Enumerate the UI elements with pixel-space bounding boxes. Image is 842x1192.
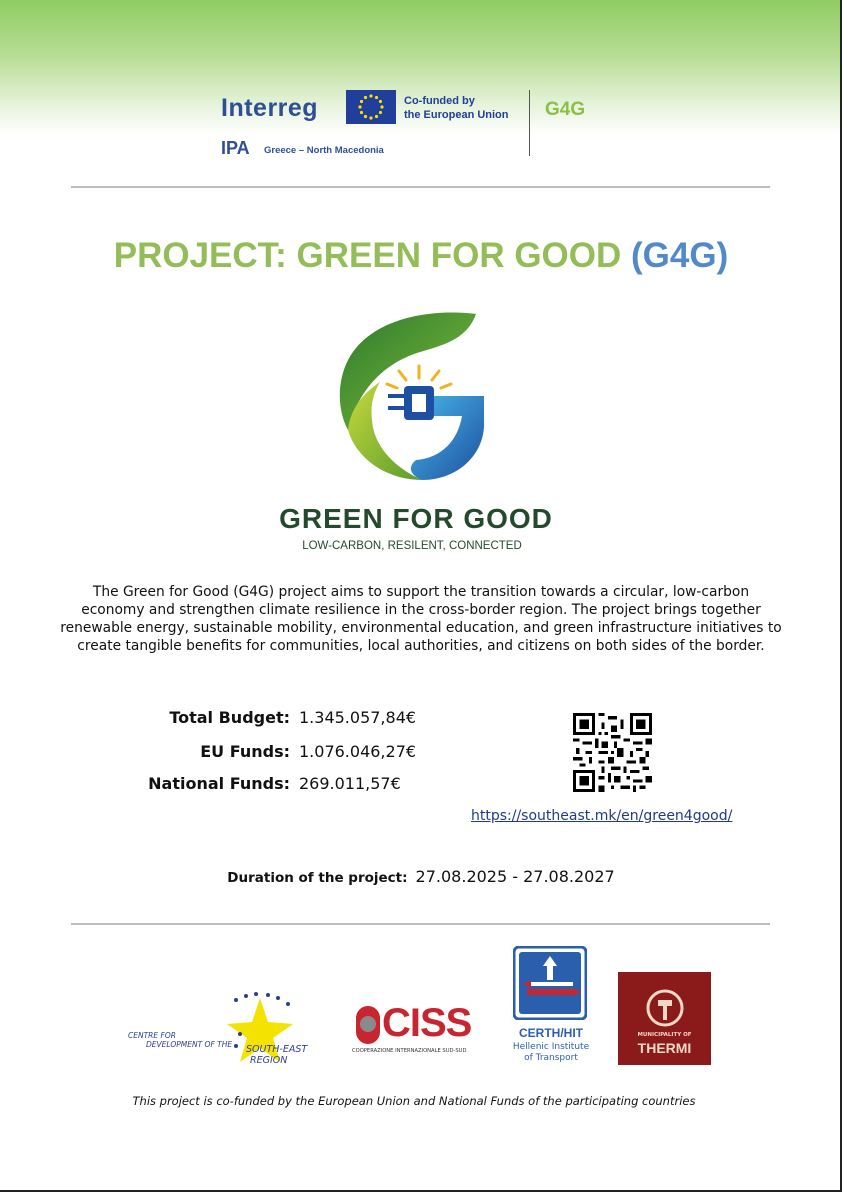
- southeast-line-2: DEVELOPMENT OF THE: [146, 1040, 233, 1049]
- project-tag: G4G: [545, 99, 586, 120]
- green-for-good-leaf-plug-icon: [326, 308, 496, 488]
- fund-row-national: [100, 774, 460, 798]
- brand-tagline: LOW-CARBON, RESILENT, CONNECTED: [302, 540, 522, 552]
- fund-label: EU Funds:: [200, 742, 290, 761]
- top-divider: [71, 186, 770, 188]
- fund-row-total: [100, 708, 460, 732]
- southeast-line-4: REGION: [250, 1055, 288, 1066]
- ciss-subtitle: COOPERAZIONE INTERNAZIONALE SUD-SUD: [352, 1048, 467, 1054]
- thermi-line-2: THERMI: [637, 1040, 692, 1056]
- bottom-divider: [71, 923, 770, 925]
- partner-southeast-region: [128, 990, 328, 1070]
- title-accent: (G4G): [631, 236, 729, 275]
- interreg-logo-text: Interreg: [221, 94, 319, 122]
- eu-flag-icon: [346, 90, 396, 124]
- fund-row-eu: [100, 742, 460, 766]
- cofunded-line-1: Co-funded by: [404, 95, 475, 107]
- certh-name: CERTH/HIT: [519, 1026, 583, 1040]
- program-header: [0, 0, 842, 170]
- ipa-logo-text: IPA: [221, 138, 250, 158]
- certh-line-1: Hellenic Institute: [512, 1042, 590, 1052]
- title-main: PROJECT: GREEN FOR GOOD: [113, 236, 632, 275]
- project-duration: [0, 867, 842, 886]
- project-link[interactable]: https://southeast.mk/en/green4good/: [471, 808, 733, 824]
- duration-label: Duration of the project:: [227, 870, 408, 886]
- partner-certh-hit: [505, 946, 597, 1072]
- header-divider: [529, 90, 530, 156]
- duration-value: 27.08.2025 - 27.08.2027: [415, 867, 615, 886]
- qr-code-icon[interactable]: [573, 713, 652, 792]
- partner-ciss: [352, 1002, 478, 1064]
- thermi-line-1: MUNICIPALITY OF: [637, 1032, 692, 1038]
- project-description: The Green for Good (G4G) project aims to support the transition towards a circular, low-carbon economy and strengthen climate resilience in the cross-border region. The project brings together renewable energy, sustainable mobility, environmental education, and green infrastructure initiatives to create tangible benefits for communities, local authorities, and citizens on both sides of the border.: [60, 584, 782, 654]
- fund-label: National Funds:: [148, 774, 290, 793]
- partner-logos: [0, 940, 842, 1070]
- southeast-line-1: CENTRE FOR: [128, 1031, 176, 1040]
- southeast-line-3: SOUTH-EAST: [246, 1044, 308, 1055]
- brand-name: GREEN FOR GOOD: [279, 503, 553, 534]
- eu-cofunded-label: [404, 94, 509, 122]
- certh-line-2: of Transport: [524, 1053, 578, 1063]
- ipa-region-label: Greece – North Macedonia: [264, 145, 384, 156]
- partner-municipality-thermi: [618, 972, 711, 1065]
- fund-value: 1.345.057,84€: [299, 708, 417, 727]
- fund-value: 1.076.046,27€: [299, 742, 417, 761]
- footer-note: This project is co-funded by the European Union and National Funds of the participating countries: [132, 1094, 696, 1108]
- fund-label: Total Budget:: [169, 708, 290, 727]
- ciss-name: CISS: [382, 1001, 472, 1045]
- cofunded-line-2: the European Union: [404, 109, 509, 121]
- fund-value: 269.011,57€: [299, 774, 401, 793]
- page-title: [0, 236, 842, 276]
